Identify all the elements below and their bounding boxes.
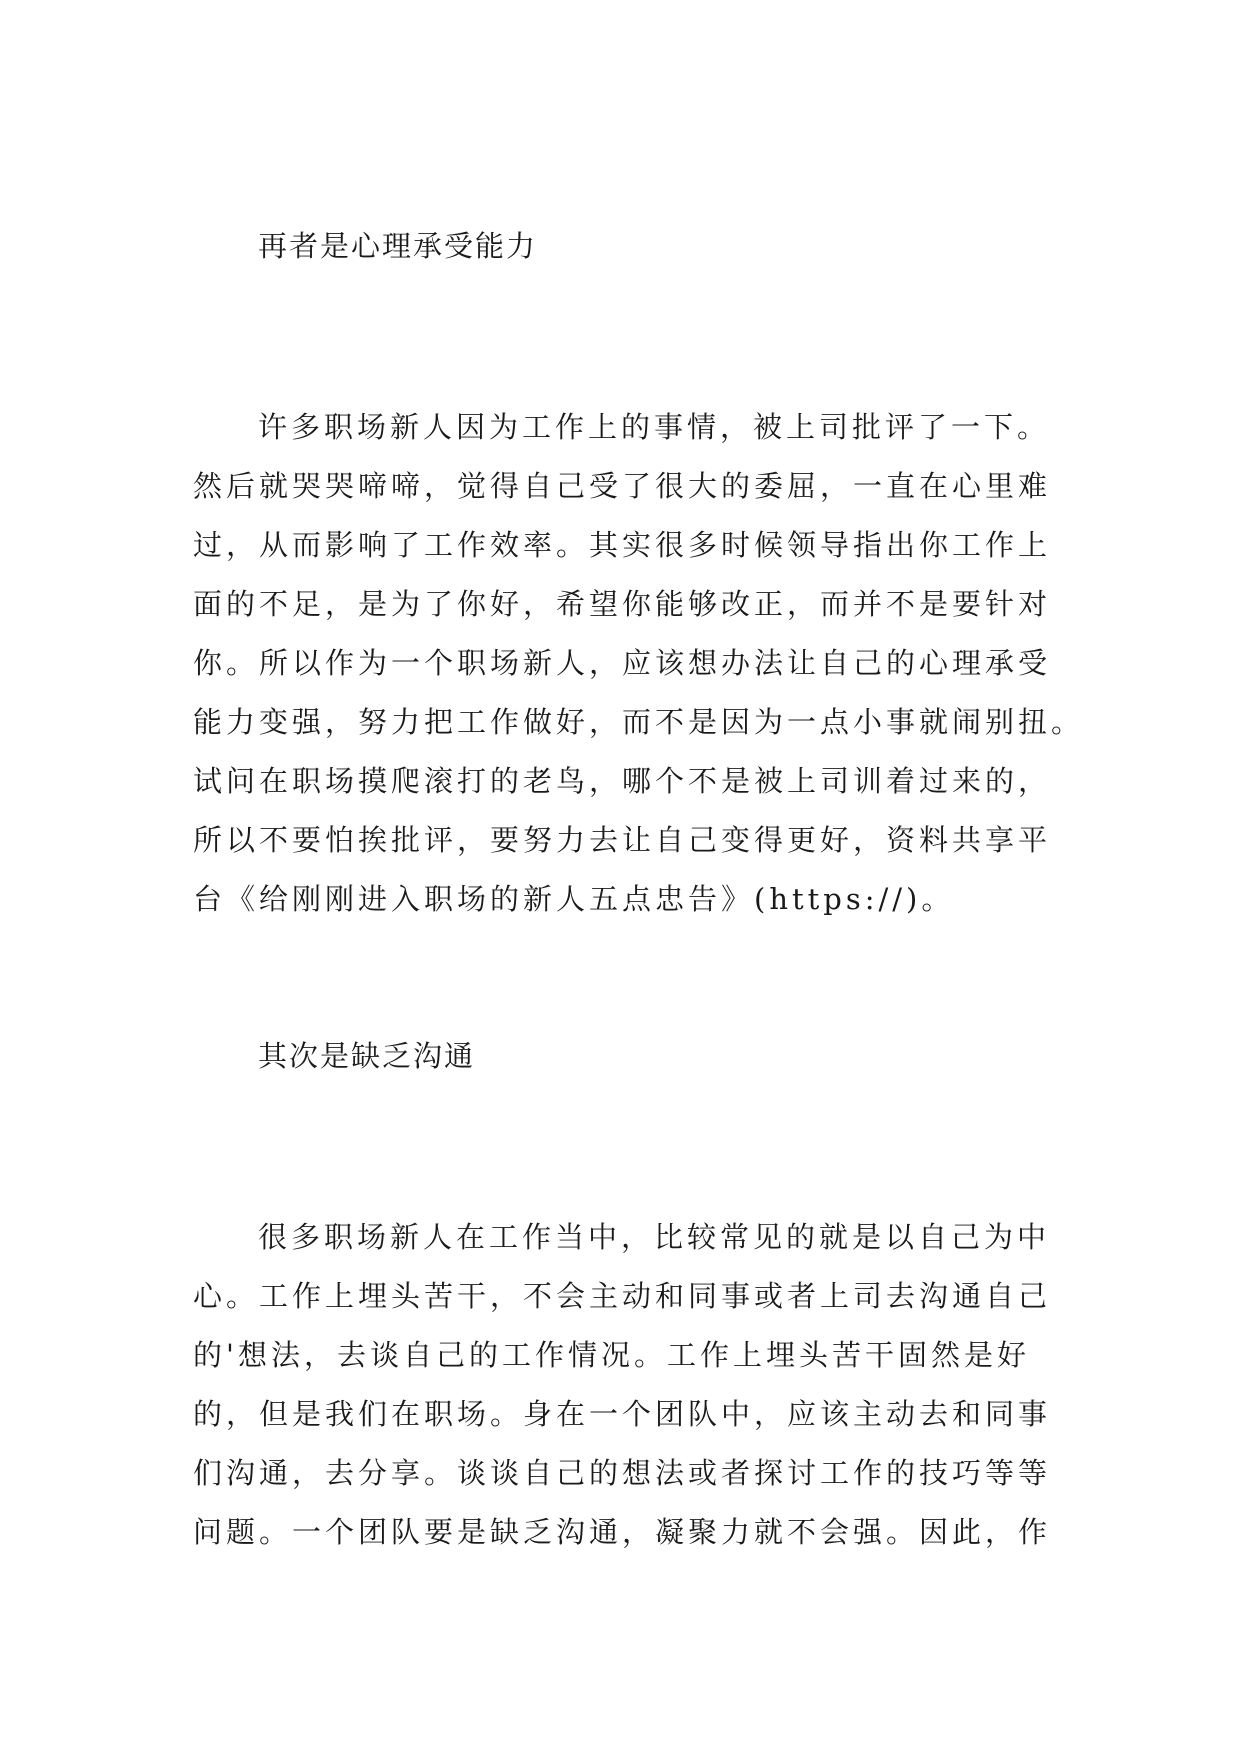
paragraph-line: 试问在职场摸爬滚打的老鸟，哪个不是被上司训着过来的，: [193, 764, 1052, 798]
paragraph-line: 能力变强，努力把工作做好，而不是因为一点小事就闹别扭。: [193, 705, 1085, 739]
paragraph-line: 们沟通，去分享。谈谈自己的想法或者探讨工作的技巧等等: [193, 1456, 1052, 1490]
paragraph-line: 的，但是我们在职场。身在一个团队中，应该主动去和同事: [193, 1397, 1052, 1431]
paragraph-line: 许多职场新人因为工作上的事情，被上司批评了一下。: [258, 410, 1051, 444]
paragraph-line: 过，从而影响了工作效率。其实很多时候领导指出你工作上: [193, 528, 1052, 562]
paragraph-psychological-resilience: [193, 398, 1085, 929]
paragraph-line: 问题。一个团队要是缺乏沟通，凝聚力就不会强。因此，作: [193, 1515, 1052, 1549]
paragraph-line: 然后就哭哭啼啼，觉得自己受了很大的委屈，一直在心里难: [193, 469, 1052, 503]
paragraph-line: 的'想法，去谈自己的工作情况。工作上埋头苦干固然是好: [193, 1338, 1030, 1372]
paragraph-line: 台《给刚刚进入职场的新人五点忠告》(https://)。: [193, 882, 955, 916]
paragraph-line: 心。工作上埋头苦干，不会主动和同事或者上司去沟通自己: [193, 1279, 1052, 1313]
paragraph-line: 所以不要怕挨批评，要努力去让自己变得更好，资料共享平: [193, 823, 1052, 857]
section-heading-lack-of-communication: 其次是缺乏沟通: [258, 1039, 476, 1073]
paragraph-line: 很多职场新人在工作当中，比较常见的就是以自己为中: [258, 1220, 1051, 1254]
paragraph-line: 你。所以作为一个职场新人，应该想办法让自己的心理承受: [193, 646, 1052, 680]
section-heading-psychological-resilience: 再者是心理承受能力: [258, 229, 538, 263]
paragraph-line: 面的不足，是为了你好，希望你能够改正，而并不是要针对: [193, 587, 1052, 621]
paragraph-lack-of-communication: [193, 1208, 1073, 1562]
